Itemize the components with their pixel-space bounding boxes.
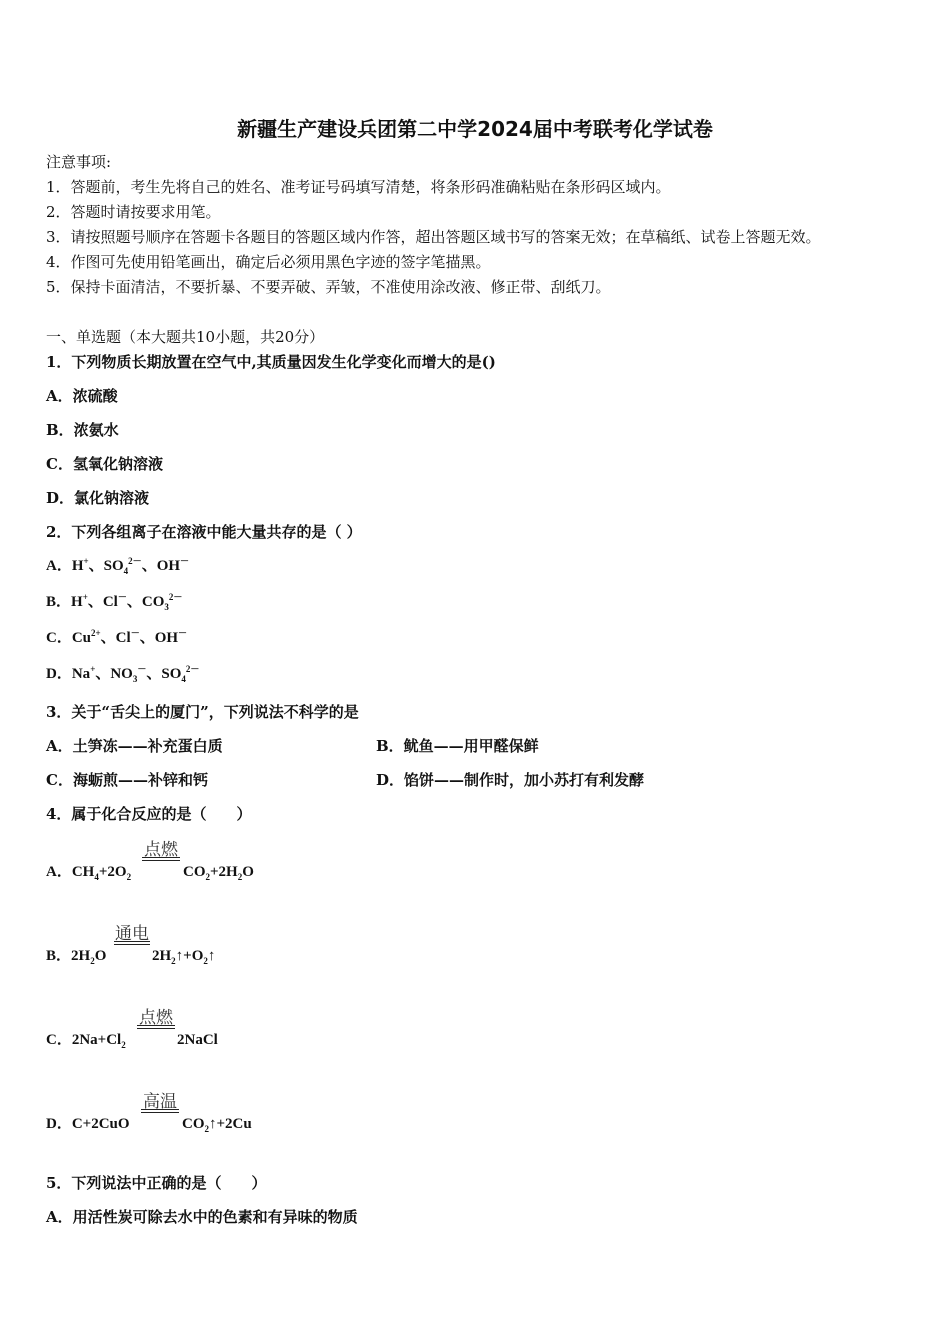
section-heading: 一、单选题（本大题共10小题，共20分）	[46, 328, 325, 346]
q4-a-condition: 点燃	[144, 840, 178, 860]
question-4-stem: 4．属于化合反应的是（ ）	[46, 805, 252, 823]
q4-b-condition: 通电	[115, 924, 149, 944]
exam-title: 新疆生产建设兵团第二中学2024届中考联考化学试卷	[237, 117, 713, 141]
notice-item: 3．请按照题号顺序在答题卡各题目的答题区域内作答，超出答题区域书写的答案无效；在草稿纸、试卷上答题无效。	[46, 228, 821, 246]
q4-option-d-right: $CO_2↑+2Cu$	[182, 1116, 252, 1134]
q4-c-equals-sign	[137, 1025, 175, 1029]
option-label: B．	[46, 594, 72, 610]
q2-option-d: D．Na+、$NO_3^-$、$SO_4^{2-}$	[46, 664, 200, 684]
notice-item: 2．答题时请按要求用笔。	[46, 203, 221, 221]
q1-option-c: C．氢氧化钠溶液	[46, 455, 163, 473]
q1-option-d: D．氯化钠溶液	[46, 489, 150, 507]
q4-d-condition: 高温	[143, 1092, 177, 1112]
option-label: C．	[46, 1032, 72, 1048]
q2-option-a: A．H+、$SO_4^{2-}$、OH－	[46, 556, 190, 576]
question-3-stem: 3．关于“舌尖上的厦门”，下列说法不科学的是	[46, 703, 359, 721]
q4-option-d-left: D．C+2CuO	[46, 1116, 130, 1132]
q4-d-equals-sign	[141, 1109, 179, 1113]
q4-a-equals-sign	[142, 857, 180, 861]
q5-option-a: A．用活性炭可除去水中的色素和有异味的物质	[46, 1208, 358, 1226]
option-label: C．	[46, 630, 72, 646]
q1-option-a: A．浓硫酸	[46, 387, 118, 405]
question-2-stem: 2．下列各组离子在溶液中能大量共存的是（ ）	[46, 523, 362, 541]
notice-item: 4．作图可先使用铅笔画出，确定后必须用黑色字迹的签字笔描黑。	[46, 253, 491, 271]
notice-item: 1．答题前，考生先将自己的姓名、准考证号码填写清楚，将条形码准确粘贴在条形码区域内。	[46, 178, 671, 196]
q1-option-b: B．浓氨水	[46, 421, 119, 439]
option-label: D．	[46, 666, 72, 682]
q2-option-c: C．$Cu^{2+}$、Cl－、OH－	[46, 628, 188, 646]
option-label: A．	[46, 558, 72, 574]
q4-c-condition: 点燃	[139, 1008, 173, 1028]
q4-option-b-left: B．$2H_2O$	[46, 948, 107, 966]
q4-option-b-right: $2H_2↑+O_2↑$	[152, 948, 216, 966]
option-label: D．	[46, 1116, 72, 1132]
q4-option-c-left: C．$2Na+Cl_2$	[46, 1032, 126, 1050]
q3-option-c: C．海蛎煎——补锌和钙	[46, 771, 208, 789]
q2-option-b: B．H+、Cl－、$CO_3^{2-}$	[46, 592, 183, 612]
q4-option-c-right: 2NaCl	[177, 1032, 218, 1048]
q4-option-a-left: A．$CH_4+2O_2$	[46, 864, 132, 882]
notice-item: 5．保持卡面清洁，不要折暴、不要弄破、弄皱，不准使用涂改液、修正带、刮纸刀。	[46, 278, 611, 296]
question-1-stem: 1．下列物质长期放置在空气中,其质量因发生化学变化而增大的是()	[46, 353, 496, 371]
q4-b-equals-sign	[114, 941, 150, 945]
q4-option-a-right: $CO_2+2H_2O$	[183, 864, 254, 882]
q3-option-d: D．馅饼——制作时，加小苏打有利发酵	[376, 771, 645, 789]
notice-heading: 注意事项:	[46, 153, 112, 171]
q3-option-a: A．土笋冻——补充蛋白质	[46, 737, 223, 755]
question-5-stem: 5．下列说法中正确的是（ ）	[46, 1174, 267, 1192]
q3-option-b: B．鱿鱼——用甲醛保鲜	[376, 737, 539, 755]
option-label: B．	[46, 948, 72, 964]
option-label: A．	[46, 864, 72, 880]
